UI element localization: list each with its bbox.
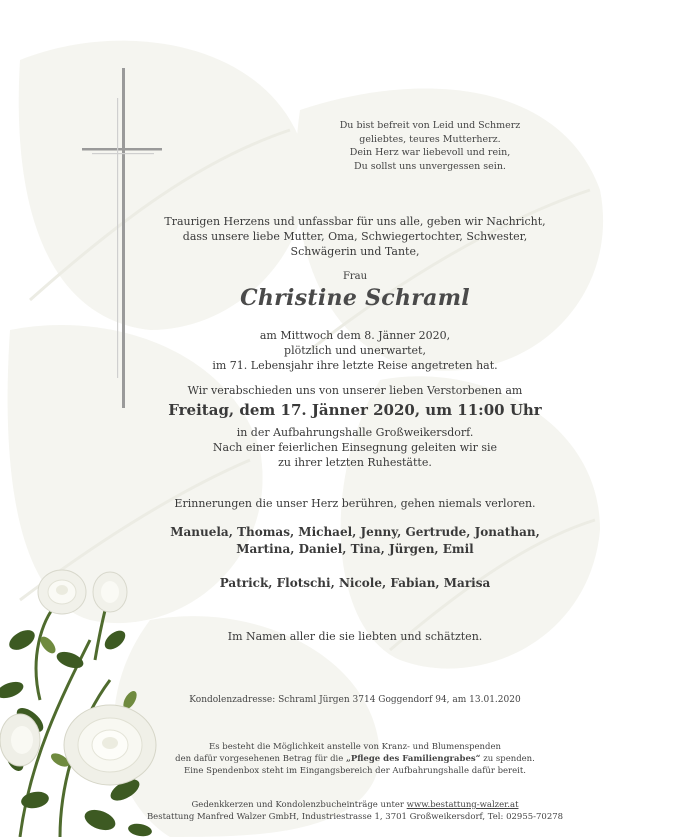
donation-line <box>30 753 680 765</box>
intro-line: Traurigen Herzens und unfassbar für uns alle, geben wir Nachricht, <box>164 215 546 228</box>
death-info-line: plötzlich und unerwartet, <box>284 344 426 357</box>
farewell-intro: Wir verabschieden uns von unserer lieben Verstorbenen am <box>187 384 523 397</box>
donation-purpose: „Pflege des Familiengrabes“ <box>345 754 481 764</box>
intro-text <box>30 214 680 259</box>
poem-line: geliebtes, teures Mutterherz. <box>359 133 501 145</box>
donation-line: Eine Spendenbox steht im Eingangsbereich der Aufbahrungshalle dafür bereit. <box>184 766 526 776</box>
family-line: Martina, Daniel, Tina, Jürgen, Emil <box>236 542 474 556</box>
closing-line: Im Namen aller die sie liebten und schätzten. <box>227 630 483 643</box>
family-names-primary <box>30 524 680 558</box>
death-info-line: im 71. Lebensjahr ihre letzte Reise angetreten hat. <box>212 359 498 372</box>
footer-line <box>30 799 680 811</box>
ceremony-line: Nach einer feierlichen Einsegnung geleiten wir sie <box>212 441 498 454</box>
poem-line: Dein Herz war liebevoll und rein, <box>349 147 511 158</box>
condolence-address: Kondolenzadresse: Schraml Jürgen 3714 Goggendorf 94, am 13.01.2020 <box>189 695 521 705</box>
website-link[interactable]: www.bestattung-walzer.at <box>406 800 519 810</box>
footer-text: Gedenkkerzen und Kondolenzbucheinträge unter <box>191 800 407 810</box>
ceremony-details <box>30 425 680 470</box>
ceremony-line: in der Aufbahrungshalle Großweikersdorf. <box>236 426 474 439</box>
intro-line: Schwägerin und Tante, <box>290 245 420 258</box>
donation-text: zu spenden. <box>480 754 535 764</box>
intro-line: dass unsere liebe Mutter, Oma, Schwiegertochter, Schwester, <box>182 230 528 243</box>
deceased-name: Christine Schraml <box>240 285 470 311</box>
death-info <box>30 328 680 373</box>
donation-text: den dafür vorgesehenen Betrag für die <box>175 754 346 764</box>
salutation: Frau <box>342 271 368 282</box>
footer <box>30 799 680 823</box>
ceremony-date: Freitag, dem 17. Jänner 2020, um 11:00 Uhr <box>168 401 542 419</box>
poem-line: Du sollst uns unvergessen sein. <box>354 160 506 172</box>
donation-notice <box>30 741 680 777</box>
family-names-secondary: Patrick, Flotschi, Nicole, Fabian, Marisa <box>219 576 491 590</box>
poem-line: Du bist befreit von Leid und Schmerz <box>339 120 521 131</box>
ceremony-line: zu ihrer letzten Ruhestätte. <box>278 456 432 469</box>
family-line: Manuela, Thomas, Michael, Jenny, Gertrude, Jonathan, <box>170 525 540 539</box>
footer-address: Bestattung Manfred Walzer GmbH, Industriestrasse 1, 3701 Großweikersdorf, Tel: 02955-70278 <box>146 812 564 822</box>
death-info-line: am Mittwoch dem 8. Jänner 2020, <box>259 329 451 342</box>
donation-line: Es besteht die Möglichkeit anstelle von Kranz- und Blumenspenden <box>209 742 501 752</box>
poem <box>300 119 560 173</box>
memorial-quote: Erinnerungen die unser Herz berühren, gehen niemals verloren. <box>174 497 536 510</box>
